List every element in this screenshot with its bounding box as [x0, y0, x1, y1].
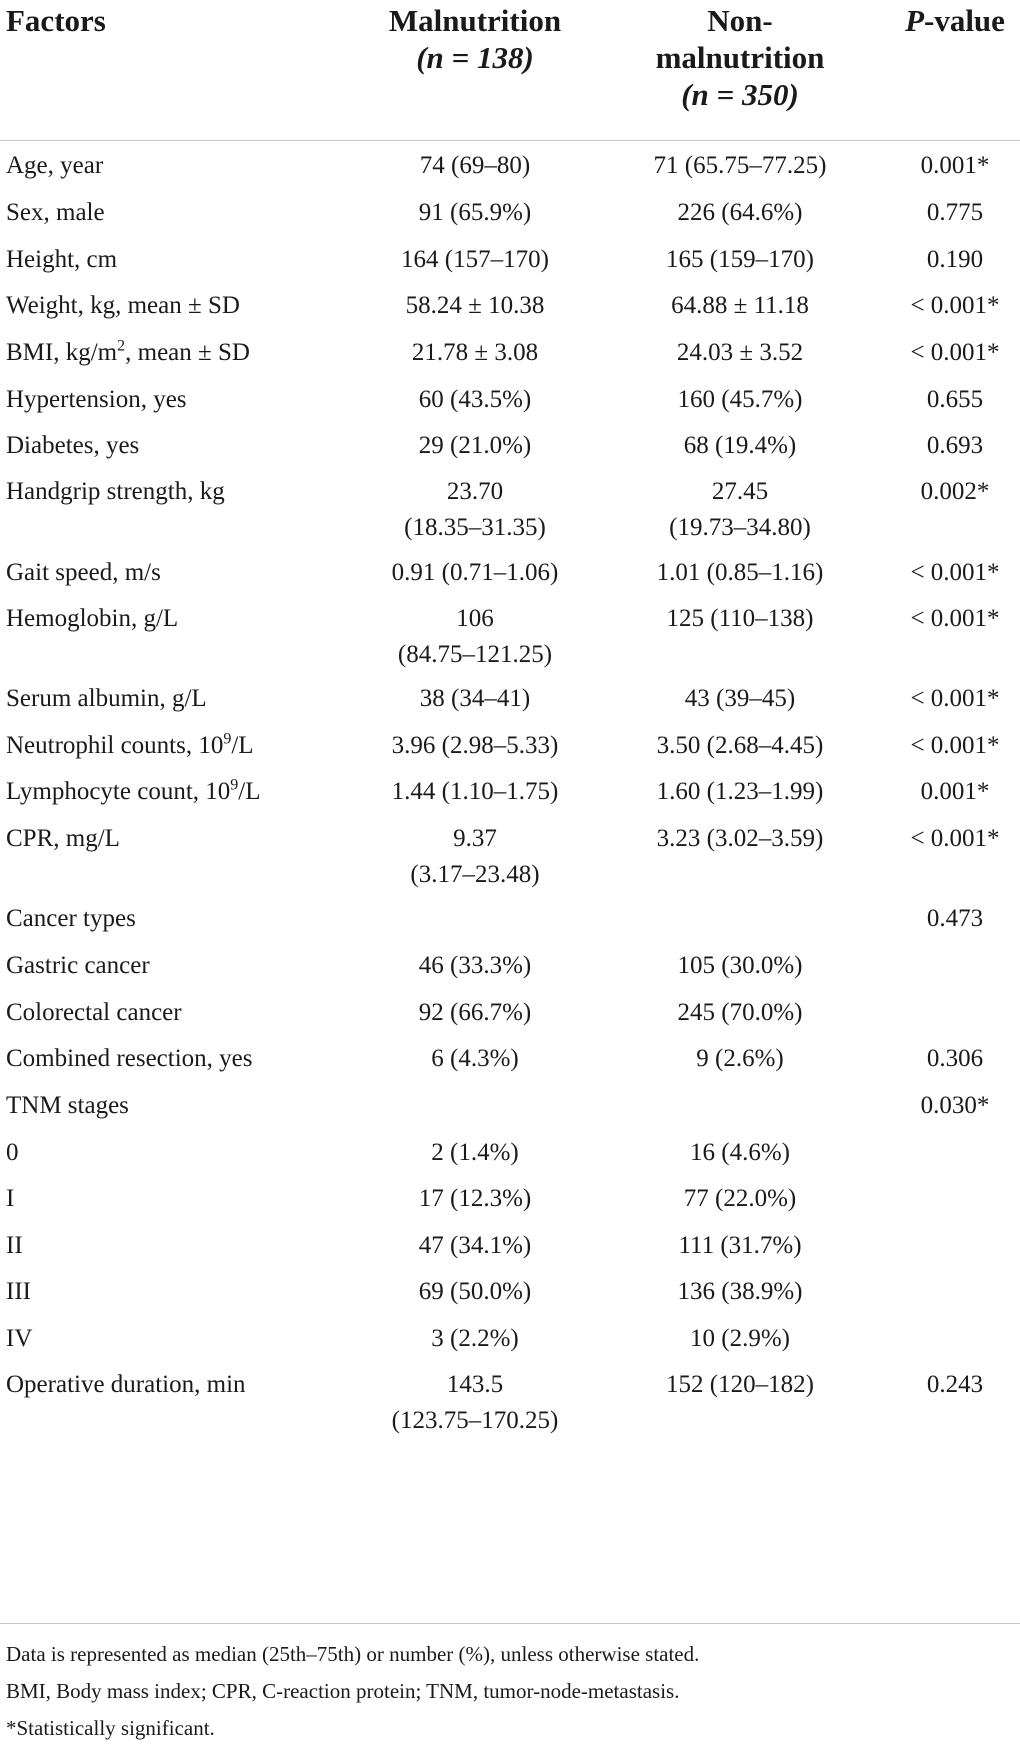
- footnote-3: *Statistically significant.: [6, 1716, 215, 1740]
- footnote-2: BMI, Body mass index; CPR, C-reaction protein; TNM, tumor-node-metastasis.: [6, 1679, 680, 1703]
- non-malnutrition-cell: 64.88 ± 11.18: [671, 292, 809, 319]
- non-malnutrition-cell: 3.50 (2.68–4.45): [656, 732, 824, 759]
- table-header: [0, 0, 1020, 140]
- p-value-cell: 0.306: [926, 1045, 984, 1072]
- non-malnutrition-cell: 245 (70.0%): [677, 999, 803, 1026]
- factor-cell: BMI, $kg/m^2$, mean ± SD: [6, 337, 250, 366]
- p-value-cell: < 0.001*: [910, 825, 1000, 852]
- header-malnutrition-n: (n = 138): [416, 40, 534, 75]
- header-p-value: P-value: [905, 3, 1005, 38]
- non-malnutrition-cell: 10 (2.9%): [690, 1325, 790, 1352]
- non-malnutrition-cell: 68 (19.4%): [683, 432, 797, 459]
- malnutrition-cell: 58.24 ± 10.38: [405, 292, 545, 319]
- non-malnutrition-cell: 165 (159–170): [666, 246, 814, 273]
- p-value-cell: < 0.001*: [910, 292, 1000, 319]
- non-malnutrition-cell: 1.60 (1.23–1.99): [656, 778, 824, 805]
- p-value-cell: 0.002*: [920, 478, 990, 505]
- malnutrition-cell: 46 (33.3%): [418, 952, 532, 979]
- factor-cell: Diabetes, yes: [6, 432, 140, 459]
- header-factors: Factors: [6, 3, 106, 38]
- p-value-cell: 0.775: [926, 199, 984, 226]
- non-malnutrition-cell: 160 (45.7%): [677, 386, 803, 413]
- factor-cell: Hypertension, yes: [6, 386, 187, 413]
- p-value-cell: < 0.001*: [910, 685, 1000, 712]
- factor-cell: Cancer types: [6, 905, 136, 932]
- p-value-cell: 0.473: [926, 905, 984, 932]
- non-malnutrition-cell: 43 (39–45): [684, 685, 796, 712]
- factor-cell: Gait speed, m/s: [6, 559, 161, 586]
- malnutrition-cell: 60 (43.5%): [418, 386, 532, 413]
- p-value-cell: 0.655: [926, 386, 984, 413]
- factor-cell: I: [6, 1185, 15, 1212]
- factor-cell: III: [6, 1278, 31, 1305]
- malnutrition-cell: 3 (2.2%): [431, 1325, 519, 1352]
- p-value-cell: 0.693: [926, 432, 984, 459]
- malnutrition-cell: 74 (69–80): [419, 152, 531, 179]
- factor-cell: TNM stages: [6, 1092, 129, 1119]
- non-malnutrition-cell: 9 (2.6%): [696, 1045, 784, 1072]
- p-value-cell: 0.001*: [920, 778, 990, 805]
- malnutrition-cell: 17 (12.3%): [418, 1185, 532, 1212]
- non-malnutrition-cell: 1.01 (0.85–1.16): [656, 559, 824, 586]
- header-non-malnutrition: [610, 2, 870, 113]
- malnutrition-cell: 47 (34.1%): [418, 1232, 532, 1259]
- malnutrition-cell: 9.37 (3.17–23.48): [410, 825, 540, 888]
- non-malnutrition-cell: 16 (4.6%): [690, 1139, 790, 1166]
- malnutrition-cell: 164 (157–170): [401, 246, 549, 273]
- p-value-cell: < 0.001*: [910, 605, 1000, 632]
- factor-cell: Height, cm: [6, 246, 118, 273]
- factor-cell: Handgrip strength, kg: [6, 478, 225, 505]
- malnutrition-cell: 69 (50.0%): [418, 1278, 532, 1305]
- non-malnutrition-cell: 3.23 (3.02–3.59): [656, 825, 824, 852]
- header-non-label-2: malnutrition: [655, 40, 825, 75]
- factor-cell: 0: [6, 1139, 19, 1166]
- p-value-cell: < 0.001*: [910, 339, 1000, 366]
- factor-cell: Sex, male: [6, 199, 105, 226]
- non-malnutrition-cell: 136 (38.9%): [677, 1278, 803, 1305]
- malnutrition-cell: 23.70 (18.35–31.35): [404, 478, 546, 541]
- top-divider: [0, 140, 1020, 141]
- factor-cell: CPR, mg/L: [6, 825, 120, 852]
- malnutrition-cell: 143.5 (123.75–170.25): [391, 1371, 559, 1434]
- factor-cell: Serum albumin, g/L: [6, 685, 207, 712]
- malnutrition-cell: 91 (65.9%): [418, 199, 532, 226]
- factor-cell: Age, year: [6, 152, 104, 179]
- malnutrition-cell: 6 (4.3%): [431, 1045, 519, 1072]
- malnutrition-cell: 29 (21.0%): [418, 432, 532, 459]
- header-non-n: (n = 350): [681, 77, 799, 112]
- non-malnutrition-cell: 24.03 ± 3.52: [676, 339, 804, 366]
- malnutrition-cell: 106 (84.75–121.25): [397, 605, 553, 668]
- non-malnutrition-cell: 105 (30.0%): [677, 952, 803, 979]
- non-malnutrition-cell: 27.45 (19.73–34.80): [669, 478, 811, 541]
- factor-cell: Gastric cancer: [6, 952, 150, 979]
- factor-cell: Lymphocyte count, $10^9/L$: [6, 776, 261, 805]
- non-malnutrition-cell: 125 (110–138): [666, 605, 814, 632]
- p-value-cell: 0.001*: [920, 152, 990, 179]
- header-malnutrition: [360, 2, 590, 76]
- p-value-cell: < 0.001*: [910, 559, 1000, 586]
- malnutrition-cell: 2 (1.4%): [431, 1139, 519, 1166]
- factor-cell: Combined resection, yes: [6, 1045, 253, 1072]
- factor-cell: II: [6, 1232, 23, 1259]
- non-malnutrition-cell: 111 (31.7%): [678, 1232, 802, 1259]
- footnote-1: Data is represented as median (25th–75th) or number (%), unless otherwise stated.: [6, 1642, 700, 1666]
- malnutrition-cell: 0.91 (0.71–1.06): [391, 559, 559, 586]
- factor-cell: IV: [6, 1325, 33, 1352]
- factor-cell: Operative duration, min: [6, 1371, 246, 1398]
- factor-cell: Colorectal cancer: [6, 999, 182, 1026]
- footnotes: [6, 1636, 1006, 1747]
- non-malnutrition-cell: 152 (120–182): [666, 1371, 814, 1398]
- malnutrition-cell: 92 (66.7%): [418, 999, 532, 1026]
- bottom-divider: [0, 1623, 1020, 1624]
- p-value-cell: 0.243: [926, 1371, 984, 1398]
- p-value-cell: 0.030*: [920, 1092, 990, 1119]
- malnutrition-cell: 21.78 ± 3.08: [411, 339, 539, 366]
- malnutrition-cell: 38 (34–41): [419, 685, 531, 712]
- non-malnutrition-cell: 71 (65.75–77.25): [653, 152, 827, 179]
- header-malnutrition-label: Malnutrition: [388, 3, 562, 38]
- p-value-cell: 0.190: [926, 246, 984, 273]
- malnutrition-cell: 1.44 (1.10–1.75): [391, 778, 559, 805]
- malnutrition-cell: 3.96 (2.98–5.33): [391, 732, 559, 759]
- p-value-cell: < 0.001*: [910, 732, 1000, 759]
- non-malnutrition-cell: 77 (22.0%): [683, 1185, 797, 1212]
- header-non-label-1: Non-: [707, 3, 773, 38]
- factor-cell: Weight, kg, mean ± SD: [6, 292, 240, 319]
- factor-cell: Neutrophil counts, $10^9/L$: [6, 730, 254, 759]
- non-malnutrition-cell: 226 (64.6%): [677, 199, 803, 226]
- factor-cell: Hemoglobin, g/L: [6, 605, 179, 632]
